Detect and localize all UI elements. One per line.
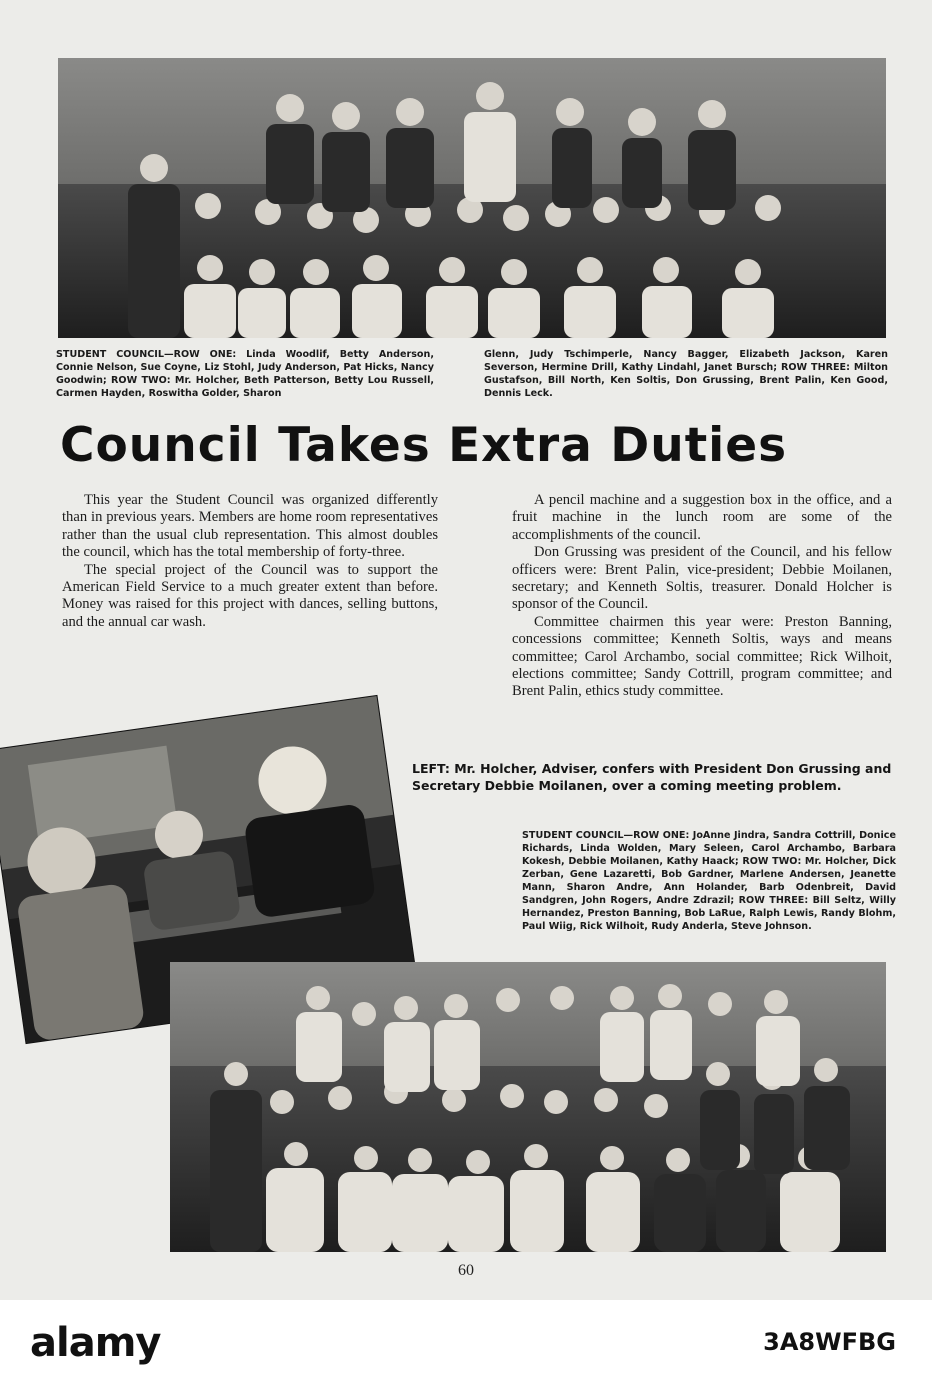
caption-candid-photo: LEFT: Mr. Holcher, Adviser, confers with President Don Grussing and Secretary Debbie Moilanen, over a coming meeting problem. (412, 761, 892, 793)
page-title: Council Takes Extra Duties (60, 418, 788, 473)
caption-top-right: Glenn, Judy Tschimperle, Nancy Bagger, Elizabeth Jackson, Karen Severson, Hermine Drill, Kathy Lindahl, Janet Bursch; ROW THREE: Milton Gustafson, Bill North, Ken Soltis, Don Grussing, Brent Palin, Ken Good, Dennis Leck. (484, 349, 888, 399)
caption-top-left: STUDENT COUNCIL—ROW ONE: Linda Woodlif, Betty Anderson, Connie Nelson, Sue Coyne, Liz Stohl, Judy Anderson, Pat Hicks, Nancy Goodwin; ROW TWO: Mr. Holcher, Beth Patterson, Betty Lou Russell, Carmen Hayden, Roswitha Golder, Sharon (56, 349, 434, 399)
group-photo-bottom (170, 962, 886, 1252)
brand-logo: alamy (30, 1320, 161, 1366)
stock-footer (0, 1300, 932, 1390)
page-number: 60 (458, 1262, 474, 1279)
article-right-column (512, 492, 892, 701)
article-paragraph: A pencil machine and a suggestion box in the office, and a fruit machine in the lunch room are some of the accomplishments of the council. (512, 492, 892, 543)
article-paragraph: Don Grussing was president of the Council, and his fellow officers were: Brent Palin, vice-president; Debbie Moilanen, secretary; and Kenneth Soltis, treasurer. Donald Holcher is sponsor of the Council. (512, 544, 892, 613)
stock-image-id: 3A8WFBG (763, 1328, 896, 1356)
article-paragraph: This year the Student Council was organized differently than in previous years. Members are home room representatives rather than the usual club representation. This almost doubles the council, which has the total membership of forty-three. (62, 492, 438, 561)
article-left-column (62, 492, 438, 631)
group-photo-top (58, 58, 886, 338)
caption-bottom: STUDENT COUNCIL—ROW ONE: JoAnne Jindra, Sandra Cottrill, Donice Richards, Linda Wolden, Mary Seleen, Carol Archambo, Barbara Kokesh, Debbie Moilanen, Kathy Haack; ROW TWO: Mr. Holcher, Dick Zerban, Gene Lazaretti, Bob Gardner, Marlene Andersen, Jeanette Mann, Sharon Andre, Ann Holander, Barb Odenbreit, David Sandgren, John Rogers, Andre Zdrazil; ROW THREE: Bill Seltz, Willy Hernandez, Preston Banning, Bob LaRue, Ralph Lewis, Randy Blohm, Paul Wiig, Rick Wilhoit, Rudy Anderla, Steve Johnson. (522, 830, 896, 932)
article-paragraph: The special project of the Council was to support the American Field Service to a much greater extent than before. Money was raised for this project with dances, selling buttons, and the annual car wash. (62, 561, 438, 630)
article-paragraph: Committee chairmen this year were: Preston Banning, concessions committee; Kenneth Soltis, ways and means committee; Carol Archambo, social committee; Rick Wilhoit, elections committee; Sandy Cottrill, program committee; and Brent Palin, ethics study committee. (512, 613, 892, 700)
group-figures-top (58, 58, 886, 338)
group-figures-bottom (170, 962, 886, 1252)
